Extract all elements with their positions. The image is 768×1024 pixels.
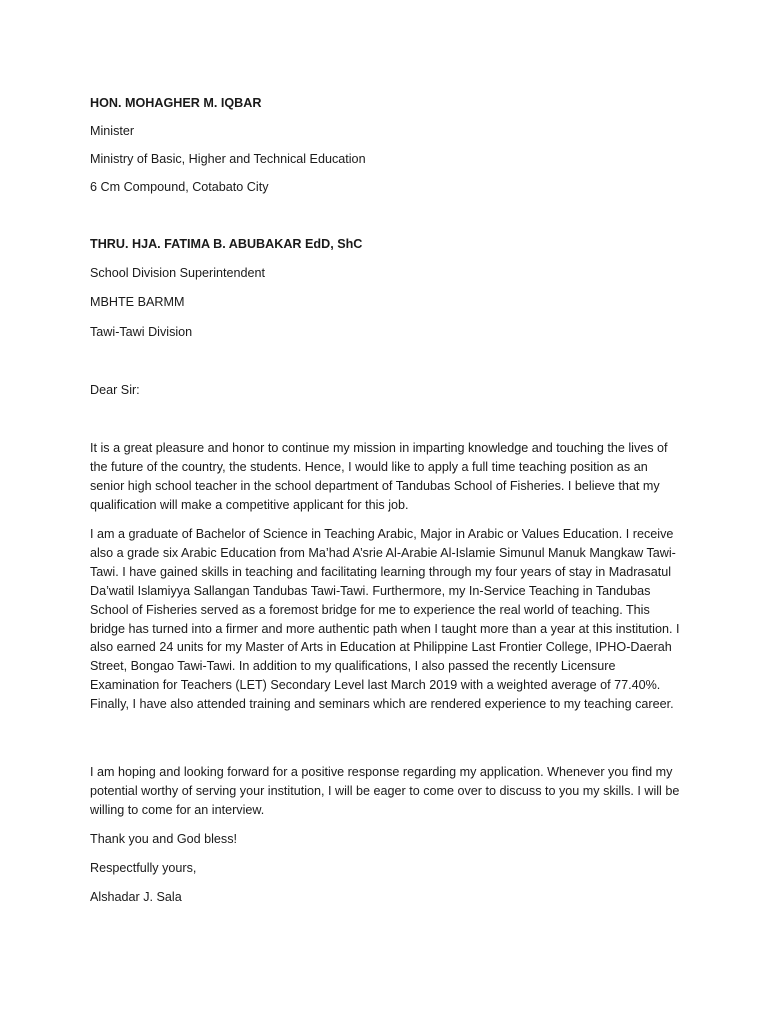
through-org: MBHTE BARMM bbox=[90, 295, 185, 309]
recipient-address: 6 Cm Compound, Cotabato City bbox=[90, 180, 269, 194]
salutation: Dear Sir: bbox=[90, 383, 140, 397]
body-paragraph-3: I am hoping and looking forward for a positive response regarding my application. Whenever you find my potential worthy of serving your institution, I will be eager to come over to discuss to you my skills. I will be willing to come for an interview. bbox=[90, 765, 680, 817]
through-name: THRU. HJA. FATIMA B. ABUBAKAR EdD, ShC bbox=[90, 237, 363, 251]
through-division: Tawi-Tawi Division bbox=[90, 325, 193, 339]
recipient-office: Ministry of Basic, Higher and Technical Education bbox=[90, 152, 366, 166]
closing-thanks: Thank you and God bless! bbox=[90, 832, 238, 846]
closing-sign-off: Respectfully yours, bbox=[90, 861, 197, 875]
body-paragraph-2: I am a graduate of Bachelor of Science in Teaching Arabic, Major in Arabic or Values Education. I receive also a grade six Arabic Education from Ma’had A’srie Al-Arabie Al-Islamie Simunul Manuk Mangkaw Tawi-Tawi. I have gained skills in teaching and facilitating learning through my four years of stay in Madrasatul Da’watil Islamiyya Sallangan Tandubas Tawi-Tawi. Furthermore, my In-Service Teaching in Tandubas School of Fisheries served as a foremost bridge for me to experience the real world of teaching. This bridge has turned into a firmer and more authentic path when I taught more than a year at this institution. I also earned 24 units for my Master of Arts in Education at Philippine Last Frontier College, IPHO-Daerah Street, Bongao Tawi-Tawi. In addition to my qualifications, I also passed the recently Licensure Examination for Teachers (LET) Secondary Level last March 2019 with a weighted average of 77.40%. Finally, I have also attended training and seminars which are rendered experience to my teaching career. bbox=[90, 527, 680, 712]
through-title: School Division Superintendent bbox=[90, 266, 266, 280]
body-paragraph-1: It is a great pleasure and honor to continue my mission in imparting knowledge and touching the lives of the future of the country, the students. Hence, I would like to apply a full time teaching position as an senior high school teacher in the school department of Tandubas School of Fisheries. I believe that my qualification will make a competitive applicant for this job. bbox=[90, 441, 668, 512]
signature-name: Alshadar J. Sala bbox=[90, 890, 182, 904]
recipient-title: Minister bbox=[90, 124, 135, 138]
recipient-name: HON. MOHAGHER M. IQBAR bbox=[90, 96, 262, 110]
